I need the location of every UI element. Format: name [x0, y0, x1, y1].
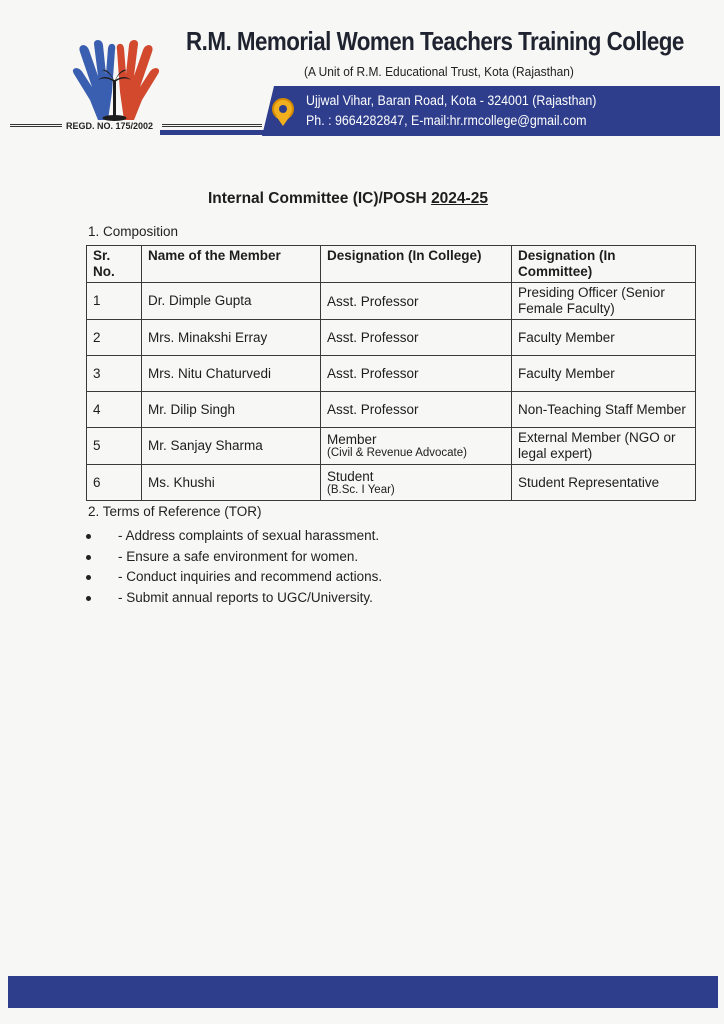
cell-college-designation [321, 428, 512, 465]
cell-college-designation [321, 356, 512, 392]
regd-rule-left [10, 124, 62, 130]
tor-list [86, 528, 382, 610]
cell-member-name: Dr. Dimple Gupta [142, 283, 321, 320]
bullet-icon [86, 555, 91, 560]
cell-member-name: Mr. Dilip Singh [142, 392, 321, 428]
composition-heading: 1. Composition [88, 224, 179, 239]
table-row [87, 465, 696, 501]
cell-college-designation [321, 392, 512, 428]
document-year: 2024-25 [431, 190, 488, 207]
cell-sr-no: 2 [87, 320, 142, 356]
table-row [87, 428, 696, 465]
column-header-college-designation: Designation (In College) [321, 246, 512, 283]
table-row [87, 392, 696, 428]
cell-sr-no: 6 [87, 465, 142, 501]
committee-table [86, 245, 696, 501]
cell-committee-designation: Non-Teaching Staff Member [512, 392, 696, 428]
tor-item-text: - Address complaints of sexual harassment. [118, 528, 380, 543]
regd-rule-right [162, 124, 262, 130]
cell-college-designation [321, 283, 512, 320]
footer-bar [8, 976, 718, 1008]
cell-committee-designation: External Member (NGO or legal expert) [512, 428, 696, 465]
bullet-icon [86, 575, 91, 580]
college-designation-text: Asst. Professor [327, 366, 419, 381]
band-underline [160, 130, 720, 135]
cell-committee-designation: Student Representative [512, 465, 696, 501]
college-address: Ujjwal Vihar, Baran Road, Kota - 324001 (Rajasthan) [306, 93, 597, 108]
cell-sr-no: 3 [87, 356, 142, 392]
cell-college-designation [321, 320, 512, 356]
column-header-sr-no: Sr. No. [87, 246, 142, 283]
document-title-text: Internal Committee (IC)/POSH [208, 190, 427, 207]
table-row [87, 283, 696, 320]
college-contact: Ph. : 9664282847, E-mail:hr.rmcollege@gmail.com [306, 113, 587, 128]
bullet-icon [86, 534, 91, 539]
location-pin-tail [276, 116, 290, 126]
cell-college-designation [321, 465, 512, 501]
list-item [86, 549, 382, 570]
cell-sr-no: 4 [87, 392, 142, 428]
table-row [87, 356, 696, 392]
cell-member-name: Mr. Sanjay Sharma [142, 428, 321, 465]
cell-member-name: Ms. Khushi [142, 465, 321, 501]
cell-committee-designation: Presiding Officer (Senior Female Faculty) [512, 283, 696, 320]
college-designation-text: Student [327, 468, 374, 484]
college-designation-note: (B.Sc. I Year) [327, 483, 395, 496]
list-item [86, 569, 382, 590]
college-designation-note: (Civil & Revenue Advocate) [327, 447, 467, 459]
tor-item-text: - Conduct inquiries and recommend actions. [118, 569, 383, 584]
table-header-row [87, 246, 696, 283]
cell-member-name: Mrs. Nitu Chaturvedi [142, 356, 321, 392]
cell-committee-designation: Faculty Member [512, 356, 696, 392]
trust-unit-line: (A Unit of R.M. Educational Trust, Kota (Rajasthan) [304, 64, 574, 79]
list-item [86, 590, 382, 611]
tor-item-text: - Ensure a safe environment for women. [118, 548, 359, 564]
column-header-committee-designation: Designation (In Committee) [512, 246, 696, 283]
cell-sr-no: 1 [87, 283, 142, 320]
column-header-name: Name of the Member [142, 246, 321, 283]
cell-committee-designation: Faculty Member [512, 320, 696, 356]
college-designation-text: Asst. Professor [327, 293, 419, 309]
college-designation-text: Asst. Professor [327, 330, 419, 345]
cell-sr-no: 5 [87, 428, 142, 465]
college-designation-text: Member [327, 432, 377, 447]
tor-heading: 2. Terms of Reference (TOR) [88, 504, 262, 519]
bullet-icon [86, 596, 91, 601]
college-name: R.M. Memorial Women Teachers Training College [186, 26, 684, 56]
list-item [86, 528, 382, 549]
tor-item-text: - Submit annual reports to UGC/University. [118, 589, 373, 605]
document-title [208, 190, 488, 208]
cell-member-name: Mrs. Minakshi Erray [142, 320, 321, 356]
college-designation-text: Asst. Professor [327, 402, 419, 417]
table-row [87, 320, 696, 356]
college-logo [68, 40, 160, 122]
registration-number: REGD. NO. 175/2002 [66, 121, 154, 131]
